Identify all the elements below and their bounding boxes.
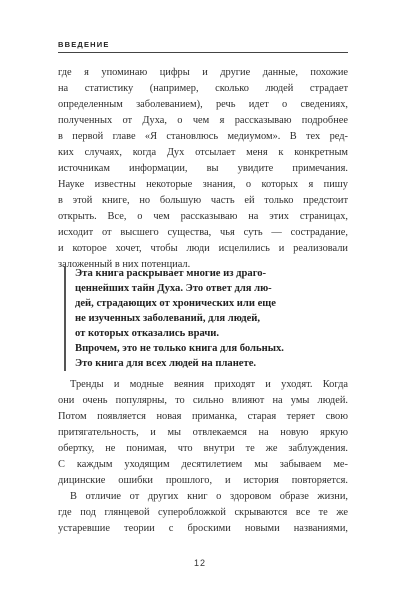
paragraph-2-and-3 — [58, 377, 348, 537]
pull-quote — [64, 266, 357, 371]
quote-line: ценнейших тайн Духа. Это ответ для лю- — [75, 283, 272, 294]
page-number: 12 — [193, 558, 206, 568]
text-line: притягательность, и мы отвлекаемся на новую яркую — [58, 427, 348, 438]
text-line: ких случаях, когда Дух отсылает меня к конкретным — [58, 147, 348, 158]
quote-line: Это книга для всех людей на планете. — [75, 358, 257, 369]
text-line: Науке известны некоторые знания, о которых я пишу — [58, 179, 348, 190]
quote-line: не изученных заболеваний, для людей, — [75, 313, 261, 324]
text-line: Тренды и модные веяния приходят и уходят. Когда — [70, 379, 348, 390]
quote-line: от которых отказались врачи. — [75, 328, 220, 339]
text-line: и которое хочет, чтобы люди исцелились и реализовали — [58, 243, 348, 254]
text-line: заложенный в них потенциал. — [58, 259, 191, 270]
quote-line: дей, страдающих от хронических или еще — [75, 298, 276, 309]
text-line: исходит от высшего существа, чья суть — сострадание, — [58, 227, 348, 238]
text-line: В отличие от других книг о здоровом образе жизни, — [70, 491, 348, 502]
quote-line: Впрочем, это не только книга для больных. — [75, 343, 284, 354]
text-line: С каждым уходящим десятилетием мы забываем ме- — [58, 459, 348, 470]
text-line: открыть. Все, о чем рассказываю на этих страницах, — [58, 211, 348, 222]
text-line: в этой книге, но большую часть ей только предстоит — [58, 195, 348, 206]
running-header — [58, 40, 348, 53]
text-line: Потом появляется новая приманка, старая теряет свою — [58, 411, 348, 422]
header-rule — [58, 52, 348, 53]
text-line: в первой главе «Я становлюсь медиумом». В тех ред- — [58, 131, 348, 142]
quote-line: Эта книга раскрывает многие из драго- — [75, 268, 267, 279]
text-line: определенным заболеванием), речь идет о сведениях, — [58, 99, 348, 110]
text-line: полученных от Духа, о чем я рассказываю подробнее — [58, 115, 348, 126]
text-line: источникам информации, вы увидите примечания. — [58, 163, 348, 174]
section-title: ВВЕДЕНИЕ — [58, 40, 110, 49]
text-line: на статистику (например, сколько людей страдает — [58, 83, 348, 94]
text-line: дицинские ошибки прошлого, и история повторяется. — [58, 475, 348, 486]
text-line: где под глянцевой суперобложкой скрываются все те же — [58, 507, 348, 518]
text-line: где я упоминаю цифры и другие данные, похожие — [58, 67, 348, 78]
text-line: устаревшие теории с броскими новыми названиями, — [58, 523, 348, 534]
text-line: они очень популярны, то сильно влияют на умы людей. — [58, 395, 348, 406]
paragraph-1 — [58, 65, 348, 273]
text-line: обертку, не понимая, что внутри те же заблуждения. — [58, 443, 348, 454]
